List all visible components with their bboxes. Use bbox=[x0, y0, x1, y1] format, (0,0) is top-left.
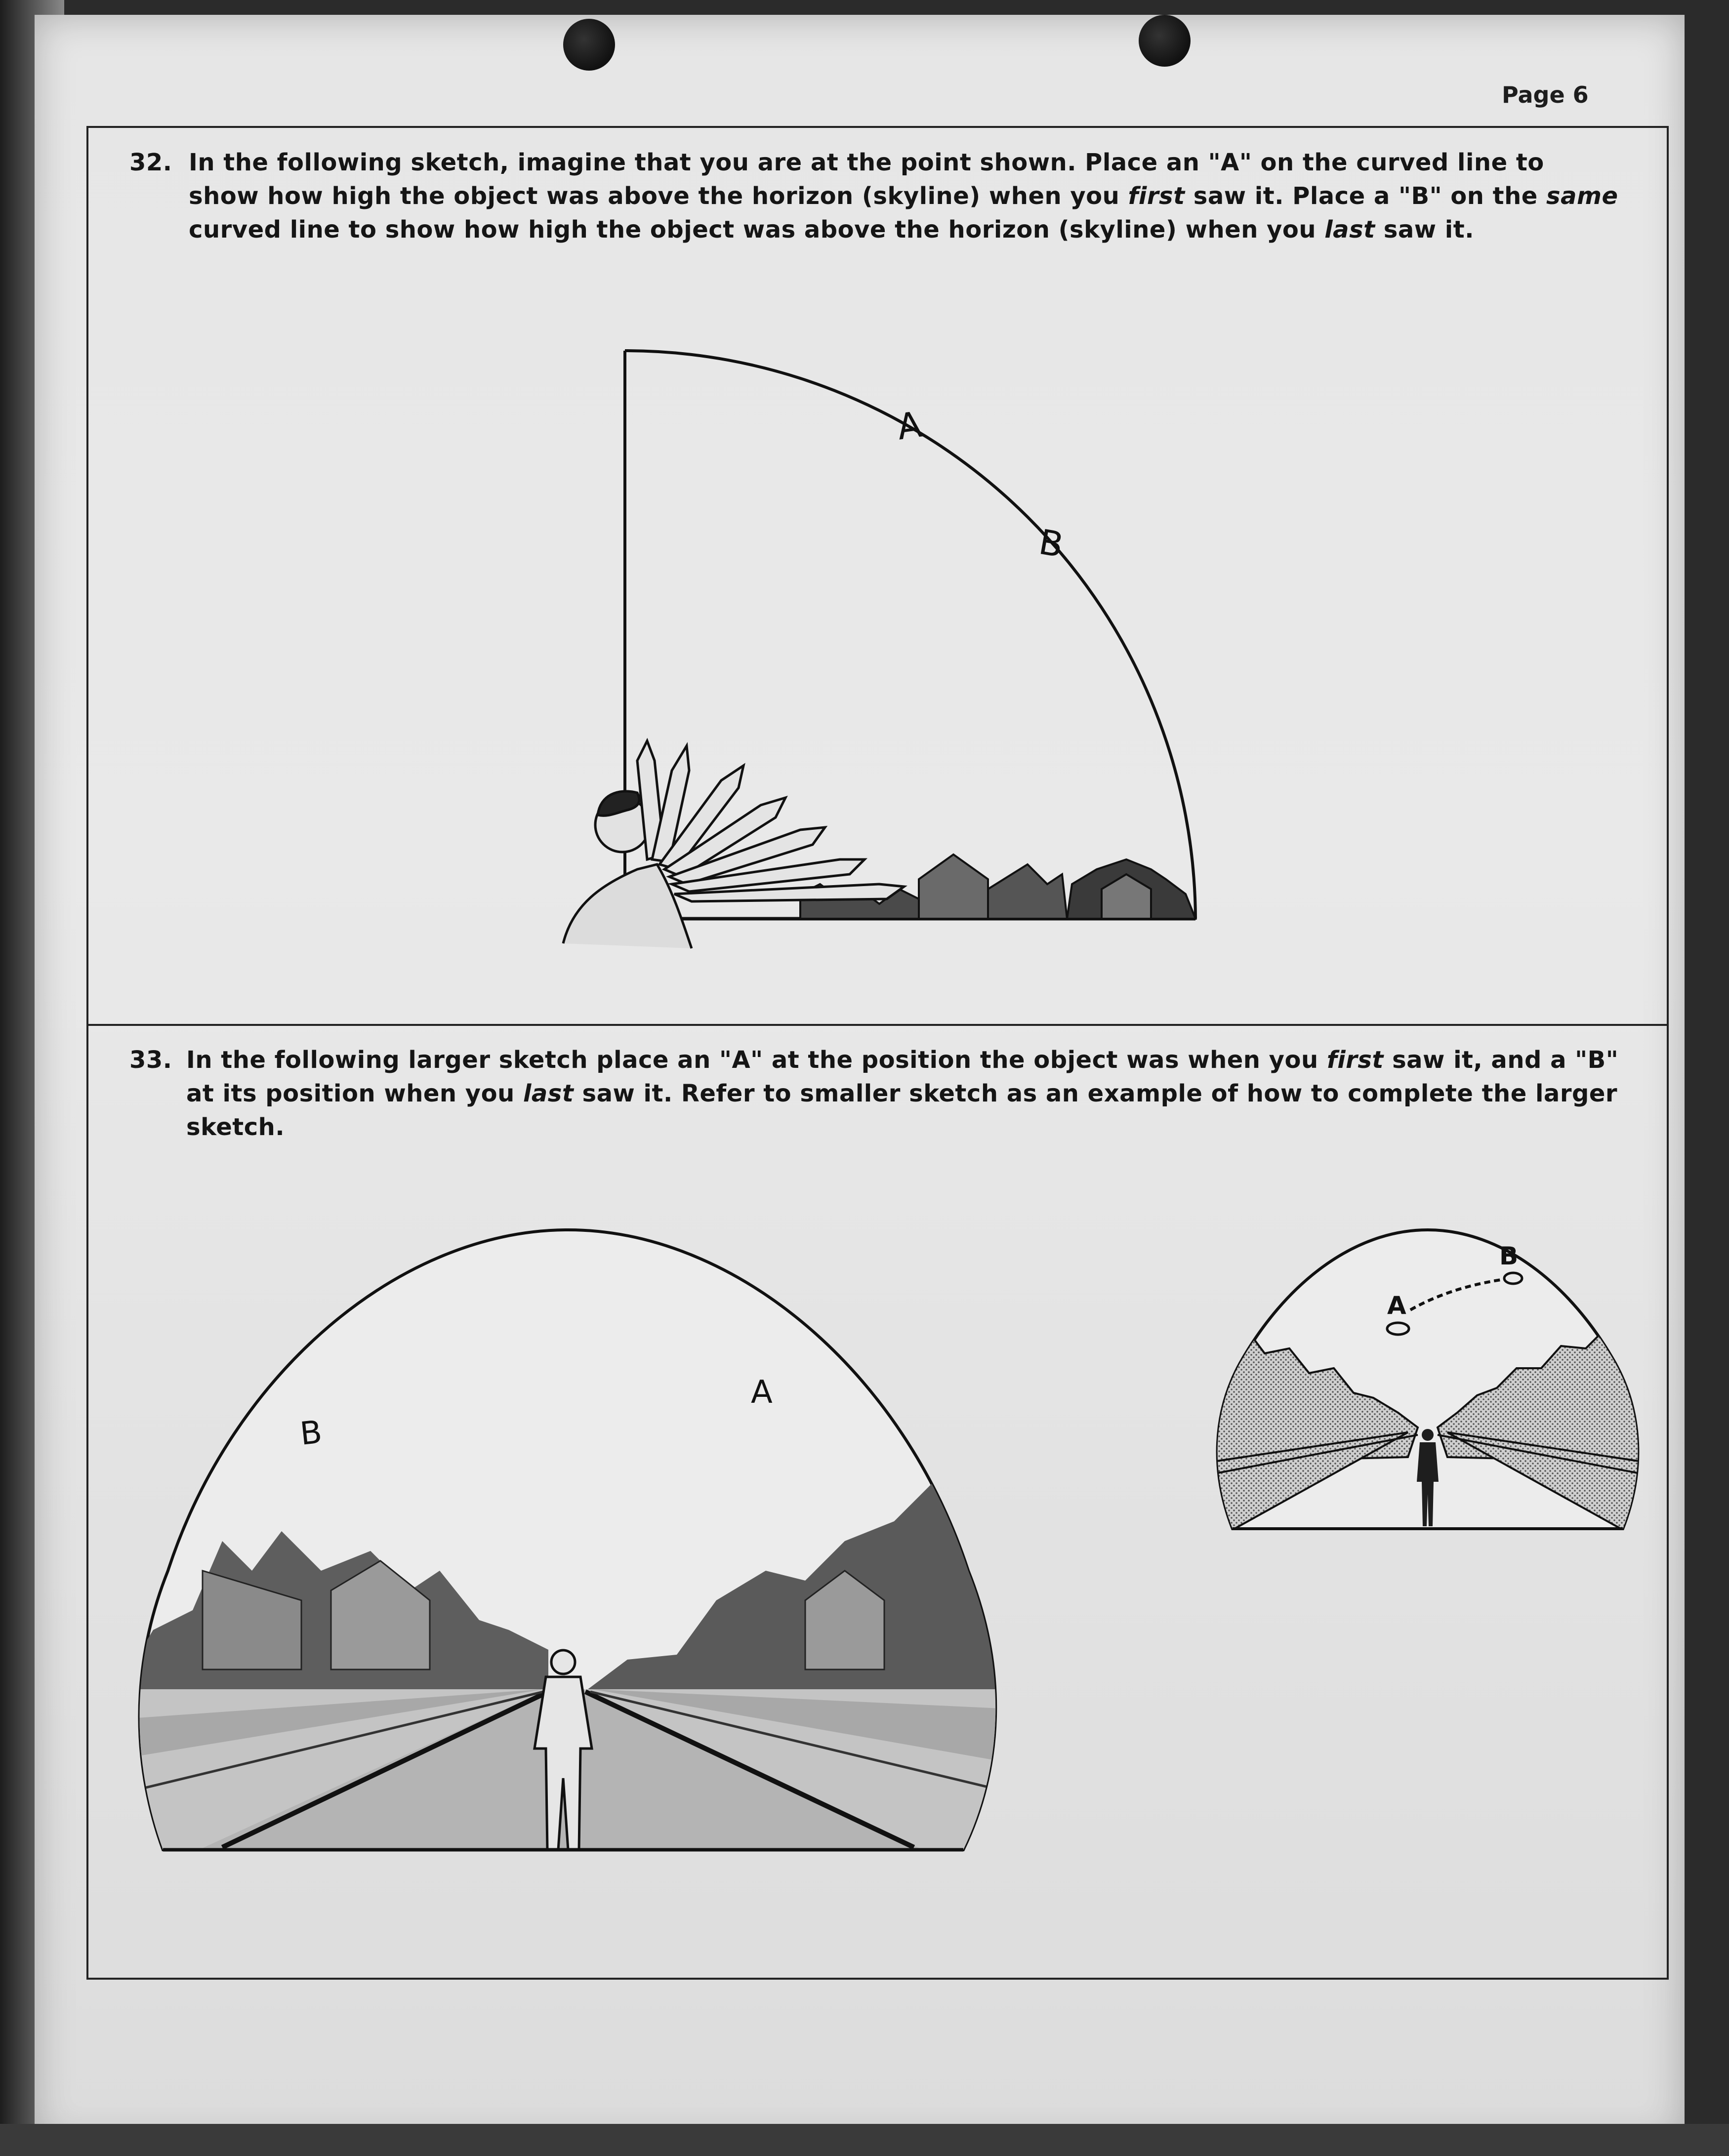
punch-hole-left bbox=[563, 19, 615, 71]
question-32-number: 32. bbox=[129, 149, 172, 176]
elevation-quarter-circle-sketch[interactable] bbox=[543, 336, 1235, 968]
q33-text-part-1: In the following larger sketch place an "A" at the position the object was when you bbox=[186, 1046, 1327, 1074]
question-32 bbox=[129, 146, 1636, 254]
question-32-text bbox=[189, 146, 1621, 246]
question-33-text bbox=[186, 1043, 1648, 1144]
q32-emphasis-last: last bbox=[1324, 216, 1375, 244]
punch-hole-right bbox=[1139, 15, 1191, 67]
q32-emphasis-first: first bbox=[1128, 182, 1185, 210]
handwritten-mark-b: B bbox=[1036, 521, 1067, 566]
q33-emphasis-first: first bbox=[1326, 1046, 1384, 1074]
example-mark-a: A bbox=[1387, 1291, 1406, 1320]
q32-text-part-4: saw it. bbox=[1375, 216, 1474, 244]
handwritten-mark-a: A bbox=[894, 403, 925, 448]
large-street-dome-sketch[interactable] bbox=[124, 1225, 1013, 1857]
q33-emphasis-last: last bbox=[523, 1080, 574, 1107]
q32-text-part-2: saw it. Place a "B" on the bbox=[1185, 182, 1547, 210]
q32-text-part-1: In the following sketch, imagine that you are at the point shown. Place an "A" on the curved line to show how high the object was above the horizon (skyline) when you bbox=[189, 149, 1544, 210]
question-33-number: 33. bbox=[129, 1046, 172, 1074]
q32-text-part-3: curved line to show how high the object was above the horizon (skyline) when you bbox=[189, 216, 1325, 244]
large-sketch-mark-b: B bbox=[298, 1414, 324, 1453]
scan-bottom-edge bbox=[0, 2124, 1729, 2156]
large-sketch-mark-a: A bbox=[751, 1374, 773, 1411]
section-divider bbox=[86, 1024, 1669, 1026]
q33-text-part-2: saw it, and a "B" at its position when you bbox=[186, 1046, 1619, 1107]
q32-emphasis-same: same bbox=[1546, 182, 1618, 210]
example-dome-sketch bbox=[1210, 1225, 1645, 1531]
question-33 bbox=[129, 1043, 1651, 1141]
example-mark-b: B bbox=[1499, 1242, 1519, 1270]
q33-text-part-3: saw it. Refer to smaller sketch as an example of how to complete the larger sketch. bbox=[186, 1080, 1618, 1141]
page-number: Page 6 bbox=[1502, 81, 1589, 108]
